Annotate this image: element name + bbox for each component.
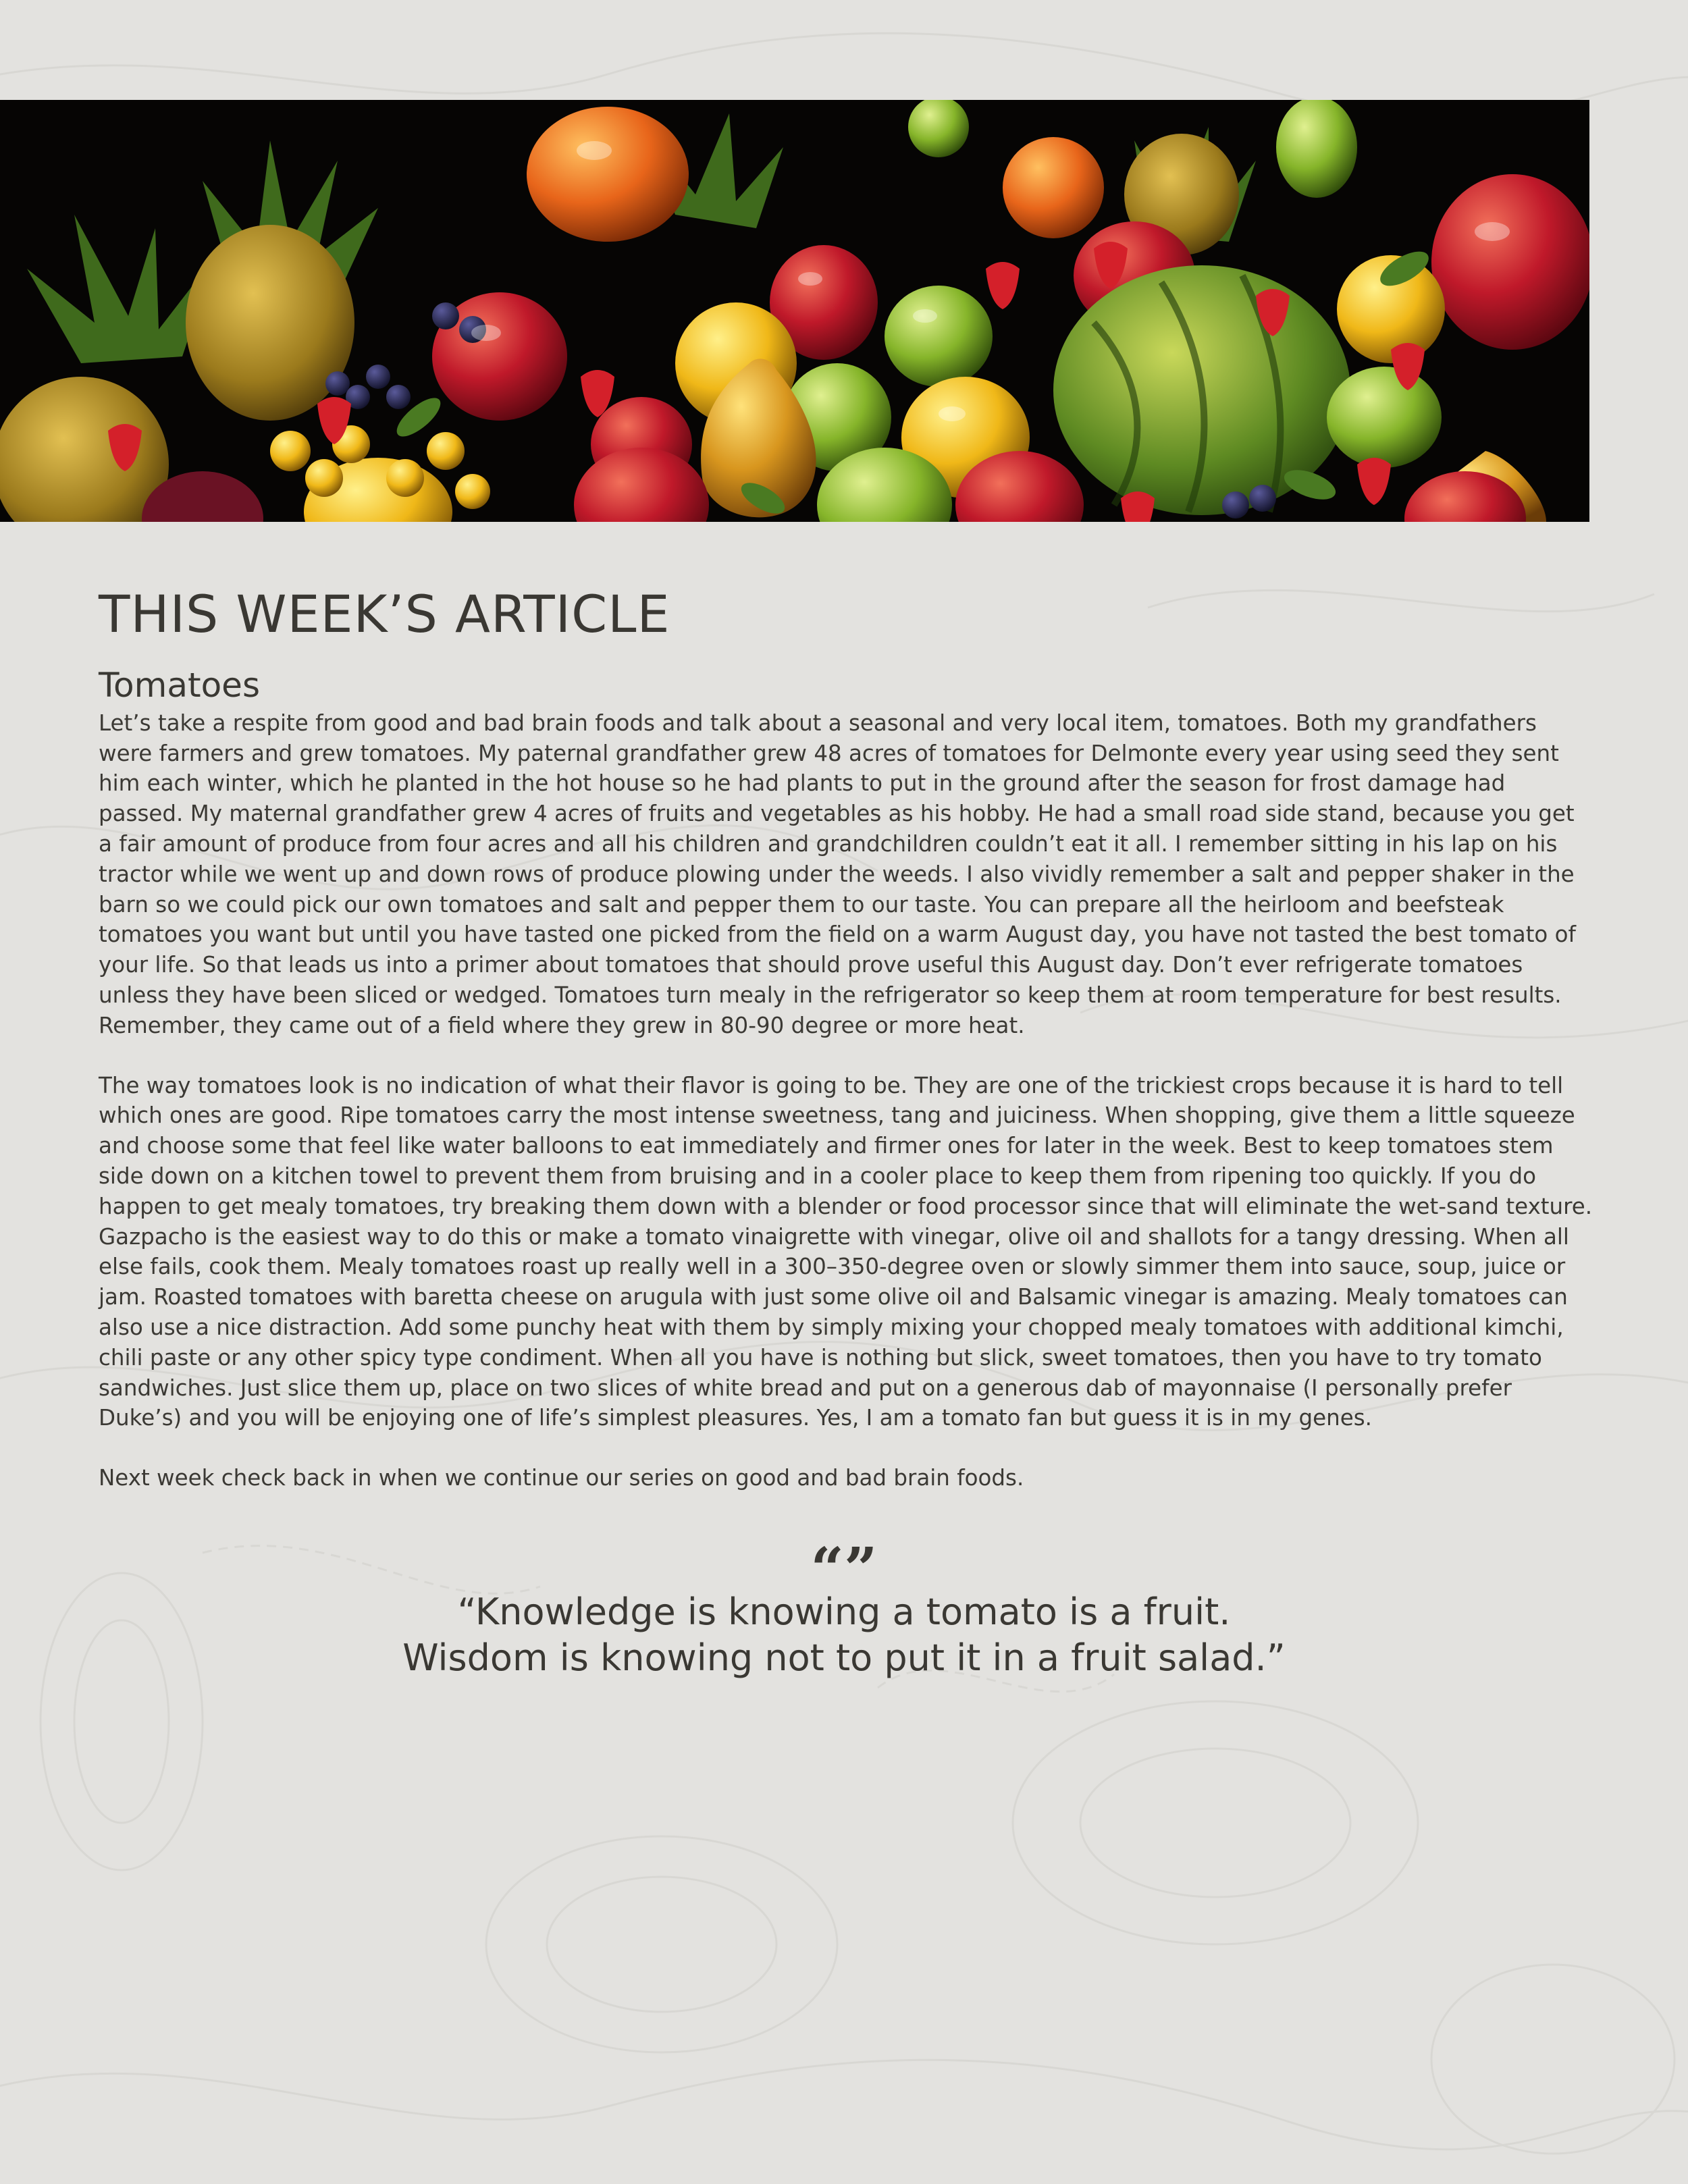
fruit-assortment-photo — [0, 100, 1589, 522]
hero-fruit-image — [0, 100, 1589, 522]
pull-quote — [0, 1535, 1688, 1681]
article-paragraph: Next week check back in when we continue our series on good and bad brain foods. — [99, 1465, 1024, 1491]
article-section — [99, 585, 1594, 1493]
section-heading: THIS WEEK’S ARTICLE — [99, 584, 670, 644]
quote-line-1: “Knowledge is knowing a tomato is a fruit. — [457, 1591, 1231, 1633]
article-paragraph: The way tomatoes look is no indication of what their flavor is going to be. They are one of the trickiest crops because it is hard to tell which ones are good. Ripe tomatoes carry the most intense sweetness, tang and juiciness. When shopping, give them a little squeeze and choose some that feel like water balloons to eat immediately and firmer ones for later in the week. Best to keep tomatoes stem side down on a kitchen towel to prevent them from bruising and in a cooler place to keep them from ripening too quickly. If you do happen to get mealy tomatoes, try breaking them down with a blender or food processor since that will eliminate the wet-sand texture. Gazpacho is the easiest way to do this or make a tomato vinaigrette with vinegar, olive oil and shallots for a tangy dressing. When all else fails, cook them. Mealy tomatoes roast up really well in a 300–350-degree oven or slowly simmer them into sauce, soup, juice or jam. Roasted tomatoes with baretta cheese on arugula with just some olive oil and Balsamic vinegar is amazing. Mealy tomatoes can also use a nice distraction. Add some punchy heat with them by simply mixing your chopped mealy tomatoes with additional kimchi, chili paste or any other spicy type condiment. When all you have is nothing but slick, sweet tomatoes, then you have to try tomato sandwiches. Just slice them up, place on two slices of white bread and put on a generous dab of mayonnaise (I personally prefer Duke’s) and you will be enjoying one of life’s simplest pleasures. Yes, I am a tomato fan but guess it is in my genes. — [99, 1072, 1593, 1431]
quote-line-2: Wisdom is knowing not to put it in a fruit salad.” — [402, 1636, 1286, 1679]
article-paragraph: Let’s take a respite from good and bad brain foods and talk about a seasonal and very local item, tomatoes. Both my grandfathers were farmers and grew tomatoes. My paternal grandfather grew 48 acres of tomatoes for Delmonte every year using seed they sent him each winter, which he planted in the hot house so he had plants to put in the ground after the season for frost damage had passed. My maternal grandfather grew 4 acres of fruits and vegetables as his hobby. He had a small road side stand, because you get a fair amount of produce from four acres and all his children and grandchildren couldn’t eat it all. I remember sitting in his lap on his tractor while we went up and down rows of produce plowing under the weeds. I also vividly remember a salt and pepper shaker in the barn so we could pick our own tomatoes and salt and pepper them to our taste. You can prepare all the heirloom and beefsteak tomatoes you want but until you have tasted one picked from the field on a warm August day, you have not tasted the best tomato of your life. So that leads us into a primer about tomatoes that should prove useful this August day. Don’t ever refrigerate tomatoes unless they have been sliced or wedged. Tomatoes turn mealy in the refrigerator so keep them at room temperature for best results. Remember, they came out of a field where they grew in 80-90 degree or more heat. — [99, 710, 1576, 1038]
article-title: Tomatoes — [99, 666, 260, 705]
quote-icon: “” — [810, 1535, 878, 1603]
